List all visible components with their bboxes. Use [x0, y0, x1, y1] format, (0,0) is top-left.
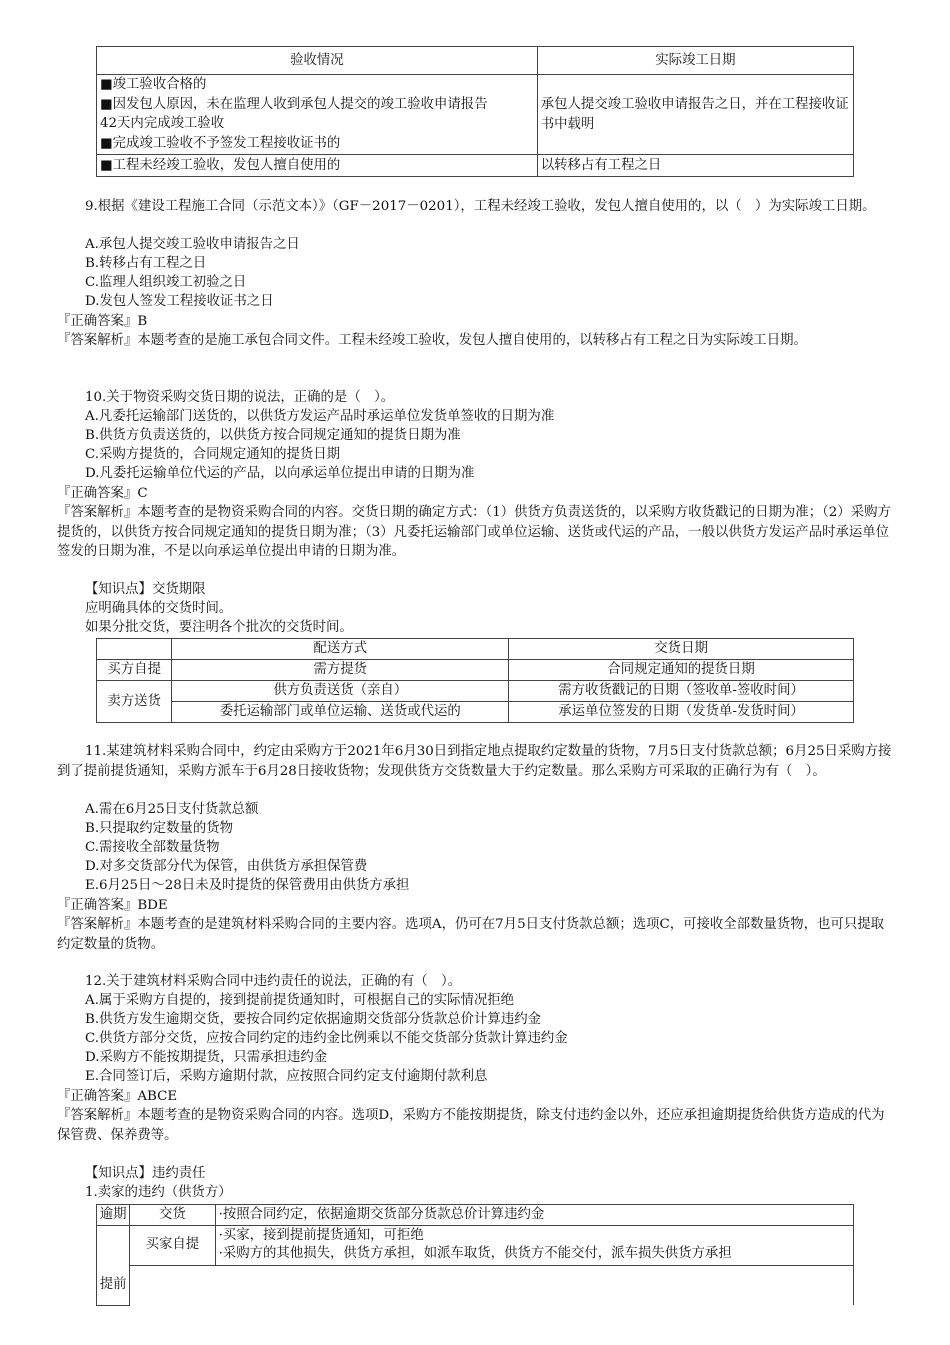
answer-analysis: 『答案解析』本题考查的是物资采购合同的内容。选项D，采购方不能按期提货，除支付违约金以外，还应承担逾期提货给供货方造成的代为保管费、保养费等。: [57, 1108, 885, 1143]
correct-answer: 『正确答案』BDE: [57, 898, 168, 913]
table-cell-line: ·采购方的其他损失，供货方承担，如派车取货，供货方不能交付，派车损失供货方承担: [218, 1246, 732, 1261]
option: C.监理人组织竣工初验之日: [85, 275, 247, 290]
option: B.只提取约定数量的货物: [85, 821, 234, 836]
table-cell: [97, 75, 538, 155]
table-cell-line: 42天内完成竣工验收: [100, 116, 225, 131]
answer-analysis: 『答案解析』本题考查的是施工承包合同文件。工程未经竣工验收，发包人擅自使用的，以转移占有工程之日为实际竣工日期。: [57, 333, 807, 348]
question-stem: 11.某建筑材料采购合同中，约定由采购方于2021年6月30日到指定地点提取约定数量的货物，7月5日支付货款总额；6月25日采购方接到了提前提货通知，采购方派车于6月28日接收货物；发现供货方交货数量大于约定数量。那么采购方可采取的正确行为有（ ）。: [57, 744, 892, 779]
completion-date-table: [96, 46, 854, 177]
answer-analysis: 『答案解析』本题考查的是建筑材料采购合同的主要内容。选项A，仍可在7月5日支付货款总额；选项C，可接收全部数量货物，也可只提取约定数量的货物。: [57, 917, 884, 952]
option: B.转移占有工程之日: [85, 256, 207, 271]
table-cell-line: ■因发包人原因，未在监理人收到承包人提交的竣工验收申请报告: [100, 96, 488, 112]
knowledge-point-title: 【知识点】交货期限: [85, 582, 206, 597]
knowledge-point-subtitle: 1.卖家的违约（供货方）: [85, 1185, 232, 1200]
table-cell: 需方收货戳记的日期（签收单-签收时间）: [509, 681, 854, 702]
table-cell: 以转移占有工程之日: [537, 155, 853, 177]
option: D.凡委托运输单位代运的产品，以向承运单位提出申请的日期为准: [85, 466, 475, 481]
table-cell: 承运单位签发的日期（发货单-发货时间）: [509, 702, 854, 723]
table-row-label: 逾期: [97, 1205, 130, 1226]
option: D.发包人签发工程接收证书之日: [85, 294, 274, 309]
knowledge-point-title: 【知识点】违约责任: [85, 1166, 206, 1181]
table-header: 交货日期: [509, 639, 854, 660]
option: A.承包人提交竣工验收申请报告之日: [85, 237, 300, 252]
option: E.合同签订后，采购方逾期付款，应按照合同约定支付逾期付款利息: [85, 1069, 488, 1084]
table-cell: 承包人提交竣工验收申请报告之日，并在工程接收证书中载明: [537, 75, 853, 155]
question-stem: 12.关于建筑材料采购合同中违约责任的说法，正确的有（ ）。: [85, 974, 462, 989]
option: A.属于采购方自提的，接到提前提货通知时，可根据自己的实际情况拒绝: [85, 993, 515, 1008]
table-cell-line: ·买家，接到提前提货通知，可拒绝: [218, 1228, 424, 1243]
advance-label: 提前: [99, 1277, 127, 1293]
table-cell: 委托运输部门或单位运输、送货或代运的: [172, 702, 509, 723]
delivery-date-table: [96, 638, 854, 723]
table-cell-empty: [97, 639, 172, 660]
option: E.6月25日～28日未及时提货的保管费用由供货方承担: [85, 878, 410, 893]
table-row-label: 卖方送货: [97, 681, 172, 723]
knowledge-point-text: 如果分批交货，要注明各个批次的交货时间。: [85, 620, 353, 635]
table-cell-empty: [130, 1265, 854, 1305]
question-stem: 10.关于物资采购交货日期的说法，正确的是（ ）。: [85, 390, 395, 405]
table-cell: 交货: [130, 1205, 215, 1226]
option: A.凡委托运输部门送货的，以供货方发运产品时承运单位发货单签收的日期为准: [85, 409, 555, 424]
table-cell: 合同规定通知的提货日期: [509, 660, 854, 681]
table-row-label: 买方自提: [97, 660, 172, 681]
answer-analysis: 『答案解析』本题考查的是物资采购合同的内容。交货日期的确定方式：（1）供货方负责送货的，以采购方收货戳记的日期为准；（2）采购方提货的，以供货方按合同规定通知的提货日期为准；（3）凡委托运输部门或单位运输、送货或代运的产品，一般以供货方发运产品时承运单位签发的日期为准，不是以向承运单位提出申请的日期为准。: [57, 505, 891, 559]
table-row-label: [97, 1225, 130, 1305]
option: C.需接收全部数量货物: [85, 840, 220, 855]
option: C.采购方提货的，合同规定通知的提货日期: [85, 447, 341, 462]
table-cell: ■工程未经竣工验收，发包人擅自使用的: [97, 155, 538, 177]
correct-answer: 『正确答案』ABCE: [57, 1089, 178, 1104]
option: B.供货方发生逾期交货，要按合同约定依据逾期交货部分货款总价计算违约金: [85, 1012, 541, 1027]
table-cell: 需方提货: [172, 660, 509, 681]
option: D.采购方不能按期提货，只需承担违约金: [85, 1050, 328, 1065]
question-stem: 9.根据《建设工程施工合同（示范文本）》（GF－2017－0201），工程未经竣工验收，发包人擅自使用的，以（ ）为实际竣工日期。: [85, 199, 876, 214]
table-header: 实际竣工日期: [537, 47, 853, 75]
option: D.对多交货部分代为保管，由供货方承担保管费: [85, 859, 368, 874]
knowledge-point-text: 应明确具体的交货时间。: [85, 601, 233, 616]
table-cell: 买家自提: [130, 1225, 215, 1265]
table-cell: ·按照合同约定，依据逾期交货部分货款总价计算违约金: [215, 1205, 853, 1226]
table-header: 验收情况: [97, 47, 538, 75]
option: C.供货方部分交货，应按合同约定的违约金比例乘以不能交货部分货款计算违约金: [85, 1031, 568, 1046]
table-cell-line: ■完成竣工验收不予签发工程接收证书的: [100, 135, 341, 151]
option: B.供货方负责送货的，以供货方按合同规定通知的提货日期为准: [85, 428, 461, 443]
table-cell: [215, 1225, 853, 1265]
correct-answer: 『正确答案』B: [57, 314, 148, 329]
breach-liability-table: [96, 1204, 854, 1306]
table-cell-line: ■竣工验收合格的: [100, 77, 207, 92]
table-header: 配送方式: [172, 639, 509, 660]
option: A.需在6月25日支付货款总额: [85, 802, 259, 817]
table-cell: 供方负责送货（亲自）: [172, 681, 509, 702]
correct-answer: 『正确答案』C: [57, 486, 148, 501]
